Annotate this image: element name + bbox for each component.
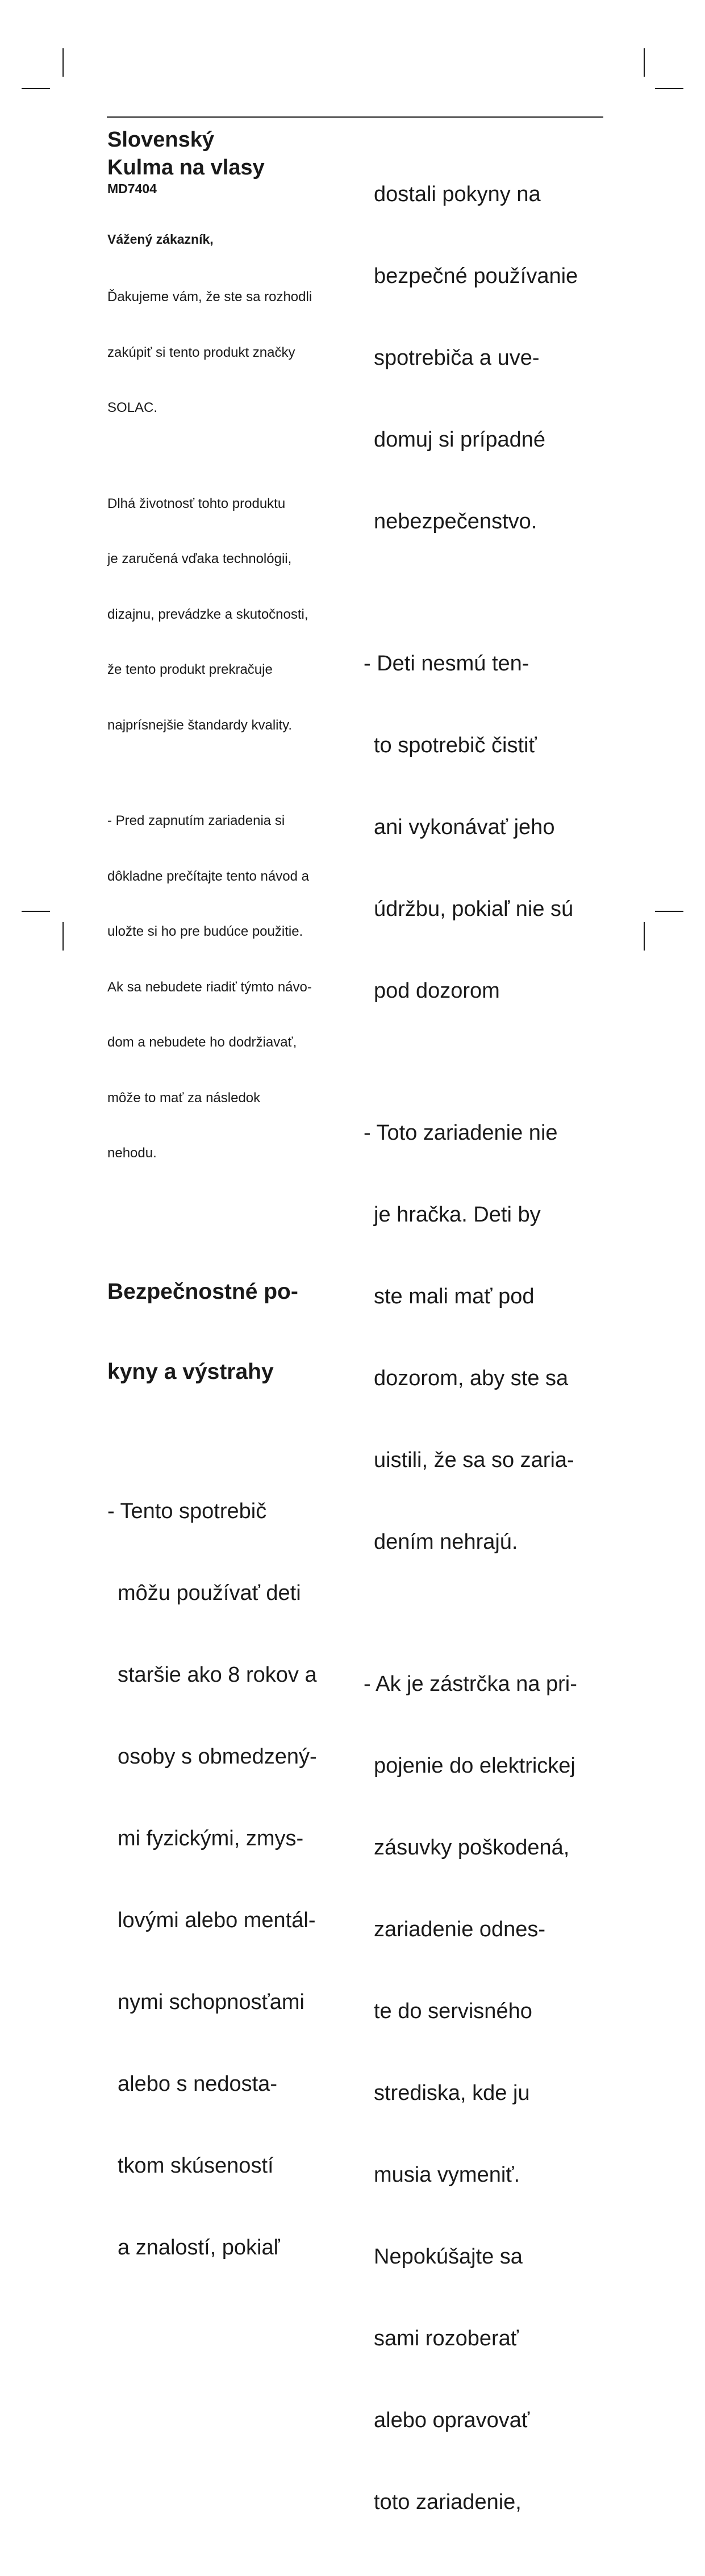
text-line: že tento produkt prekračuje — [107, 662, 273, 677]
text-line: tkom skúseností — [118, 2153, 274, 2178]
text-line: môžu používať deti — [118, 1581, 301, 1605]
text-line: a znalostí, pokiaľ — [118, 2235, 280, 2260]
crop-mark-top-right-horizontal — [655, 88, 683, 89]
text-line: zakúpiť si tento produkt značky — [107, 344, 295, 360]
right-column — [364, 126, 614, 2576]
left-column — [107, 126, 352, 2316]
text-line: strediska, kde ju — [374, 2081, 530, 2105]
text-line: - Tento spotrebič — [107, 1499, 267, 1523]
text-line: osoby s obmedzený- — [118, 1744, 317, 1769]
text-line: bezpečné používanie — [374, 264, 578, 288]
crop-mark-bottom-left-horizontal — [22, 911, 50, 912]
safety-item-damaged-plug — [364, 1616, 614, 2570]
safety-item-not-a-toy — [364, 1065, 614, 1610]
text-line: dom a nebudete ho dodržiavať, — [107, 1035, 297, 1050]
language-title: Slovenský — [107, 128, 214, 152]
safety-item-children-cleaning — [364, 595, 614, 1059]
text-line: nebezpečenstvo. — [374, 510, 537, 533]
text-line: dozorom, aby ste sa — [374, 1366, 569, 1390]
text-line: - Deti nesmú ten- — [364, 652, 529, 676]
text-line: SOLAC. — [107, 400, 158, 415]
greeting: Vážený zákazník, — [107, 232, 214, 247]
text-line: je hračka. Deti by — [374, 1203, 541, 1227]
text-line: staršie ako 8 rokov a — [118, 1662, 317, 1687]
model-number: MD7404 — [107, 181, 157, 196]
text-line: spotrebiča a uve- — [374, 346, 540, 370]
text-line: uložte si ho pre budúce použitie. — [107, 924, 303, 939]
text-line: mi fyzickými, zmys- — [118, 1826, 304, 1850]
text-line: sami rozoberať — [374, 2327, 519, 2350]
text-line: pojenie do elektrickej — [374, 1754, 575, 1778]
crop-mark-top-left-horizontal — [22, 88, 50, 89]
crop-mark-bottom-right-horizontal — [655, 911, 683, 912]
crop-mark-top-right-vertical — [644, 48, 645, 77]
text-line: to spotrebič čistiť — [374, 733, 537, 757]
intro-paragraph-read-manual — [107, 775, 352, 1200]
text-line: lovými alebo mentál- — [118, 1908, 316, 1932]
text-line: Dlhá životnosť tohto produktu — [107, 495, 286, 511]
text-line: toto zariadenie, — [374, 2490, 522, 2514]
text-line: dôkladne prečítajte tento návod a — [107, 868, 309, 884]
text-line: domuj si prípadné — [374, 428, 546, 452]
text-line: ani vykonávať jeho — [374, 815, 555, 839]
crop-mark-bottom-right-vertical — [644, 922, 645, 951]
text-line: zariadenie odnes- — [374, 1918, 546, 1941]
intro-paragraph-thanks — [107, 251, 352, 455]
safety-item-children-use — [107, 1443, 352, 2316]
safety-item-children-use-continued — [364, 126, 614, 590]
text-line: Ďakujeme vám, že ste sa rozhodli — [107, 289, 312, 305]
text-line: - Ak je zástrčka na pri- — [364, 1672, 577, 1696]
text-line: zásuvky poškodená, — [374, 1836, 570, 1860]
text-line: nehodu. — [107, 1145, 157, 1161]
header-rule — [107, 116, 603, 118]
crop-mark-top-left-vertical — [62, 48, 64, 77]
text-line: pod dozorom — [374, 979, 500, 1003]
product-title: Kulma na vlasy — [107, 156, 265, 180]
text-line: - Toto zariadenie nie — [364, 1121, 558, 1145]
text-line: te do servisného — [374, 1999, 532, 2023]
text-line: uistili, že sa so zaria- — [374, 1448, 574, 1472]
text-line: najprísnejšie štandardy kvality. — [107, 717, 293, 733]
text-line: dostali pokyny na — [374, 182, 541, 206]
text-line: musia vymeniť. — [374, 2163, 520, 2187]
text-line: Ak sa nebudete riadiť týmto návo- — [107, 979, 312, 995]
text-line: dením nehrajú. — [374, 1530, 518, 1554]
text-line: nymi schopnosťami — [118, 1990, 304, 2014]
text-line: alebo s nedosta- — [118, 2071, 277, 2096]
text-line: dizajnu, prevádzke a skutočnosti, — [107, 606, 308, 622]
safety-heading — [107, 1225, 352, 1439]
heading-line: Bezpečnostné po- — [107, 1279, 298, 1304]
text-line: môže to mať za následok — [107, 1090, 261, 1106]
text-line: údržbu, pokiaľ nie sú — [374, 897, 574, 921]
text-line: Nepokúšajte sa — [374, 2245, 523, 2269]
crop-mark-bottom-left-vertical — [62, 922, 64, 951]
text-line: alebo opravovať — [374, 2408, 530, 2432]
intro-paragraph-quality — [107, 458, 352, 772]
text-line: je zaručená vďaka technológii, — [107, 551, 292, 566]
text-line: ste mali mať pod — [374, 1285, 535, 1308]
text-line: - Pred zapnutím zariadenia si — [107, 813, 285, 828]
heading-line: kyny a výstrahy — [107, 1359, 274, 1384]
